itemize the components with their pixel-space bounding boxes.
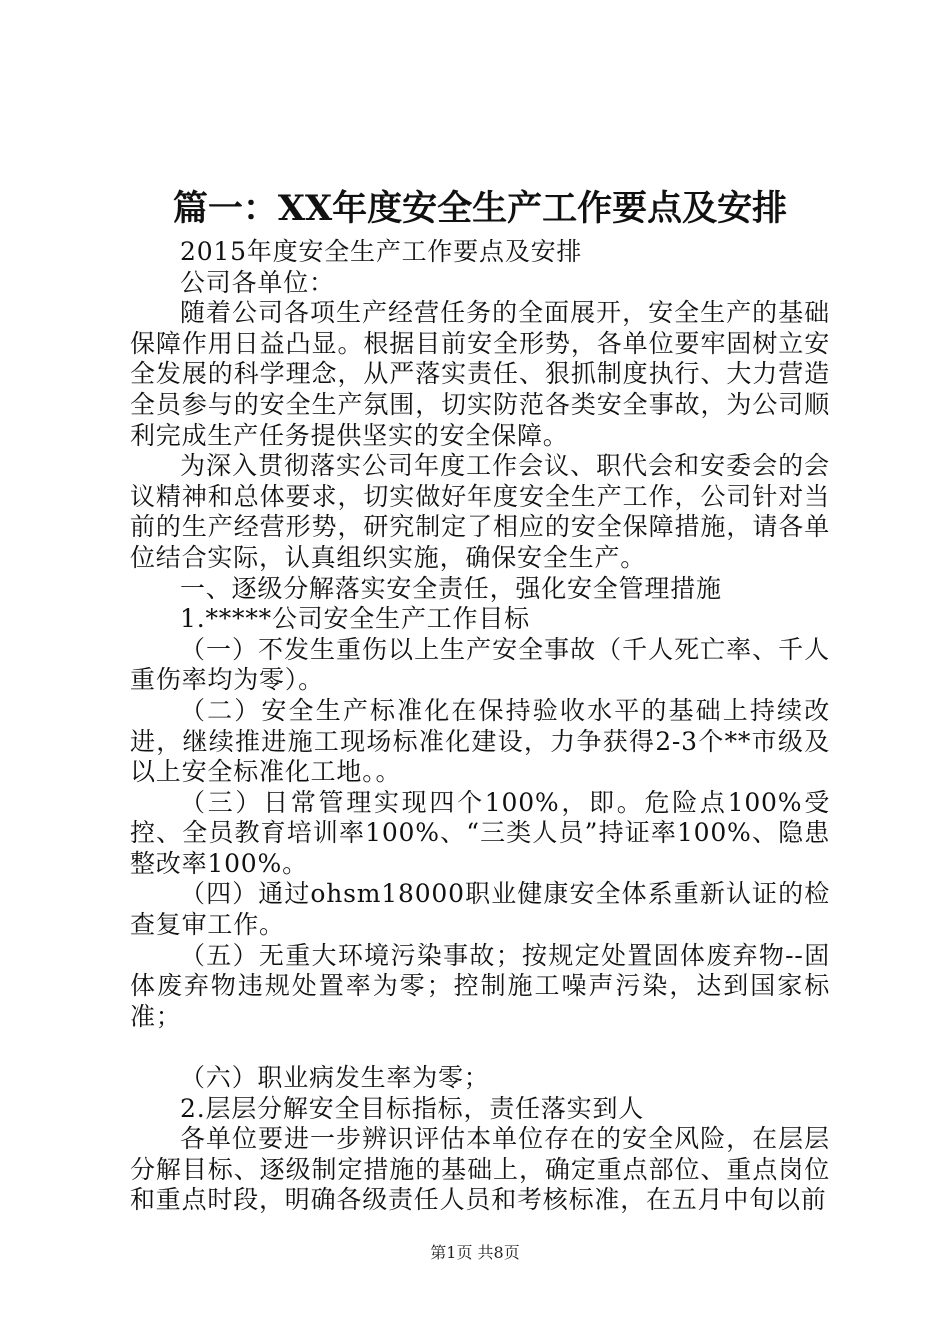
- goal-item-5: （五）无重大环境污染事故；按规定处置固体废弃物--固体废弃物违规处置率为零；控制施工噪声污染，达到国家标准；: [130, 940, 830, 1031]
- document-title: 篇一：XX年度安全生产工作要点及安排: [172, 188, 788, 229]
- goal-item-1: （一）不发生重伤以上生产安全事故（千人死亡率、千人重伤率均为零）。: [130, 634, 830, 695]
- document-body: [130, 237, 830, 1216]
- goal-item-3: （三）日常管理实现四个100%，即。危险点100%受控、全员教育培训率100%、“三类人员”持证率100%、隐患整改率100%。: [130, 787, 830, 878]
- subsection-heading-1: 1.*****公司安全生产工作目标: [180, 604, 530, 634]
- intro-paragraph: 随着公司各项生产经营任务的全面展开，安全生产的基础保障作用日益凸显。根据目前安全形势，各单位要牢固树立安全发展的科学理念，从严落实责任、狠抓制度执行、大力营造全员参与的安全生产氛围，切实防范各类安全事故，为公司顺利完成生产任务提供坚实的安全保障。: [130, 298, 830, 450]
- goal-item-4: （四）通过ohsm18000职业健康安全体系重新认证的检查复审工作。: [130, 879, 830, 940]
- goal-item-6: （六）职业病发生率为零；: [180, 1063, 490, 1093]
- responsibility-paragraph: 各单位要进一步辨识评估本单位存在的安全风险，在层层分解目标、逐级制定措施的基础上，确定重点部位、重点岗位和重点时段，明确各级责任人员和考核标准，在五月中旬以前: [130, 1124, 830, 1215]
- section-heading-1: 一、逐级分解落实安全责任，强化安全管理措施: [180, 573, 722, 603]
- purpose-paragraph: 为深入贯彻落实公司年度工作会议、职代会和安委会的会议精神和总体要求，切实做好年度安全生产工作，公司针对当前的生产经营形势，研究制定了相应的安全保障措施，请各单位结合实际，认真组织实施，确保安全生产。: [130, 451, 830, 572]
- goal-item-2: （二）安全生产标准化在保持验收水平的基础上持续改进，继续推进施工现场标准化建设，力争获得2-3个**市级及以上安全标准化工地。。: [130, 695, 830, 787]
- subtitle-line: 2015年度安全生产工作要点及安排: [180, 237, 583, 266]
- salutation-line: 公司各单位：: [180, 267, 335, 297]
- paragraph-gap: [130, 1032, 830, 1063]
- subsection-heading-2: 2.层层分解安全目标指标，责任落实到人: [180, 1093, 645, 1123]
- page-number-footer: 第1页 共8页: [430, 1243, 520, 1262]
